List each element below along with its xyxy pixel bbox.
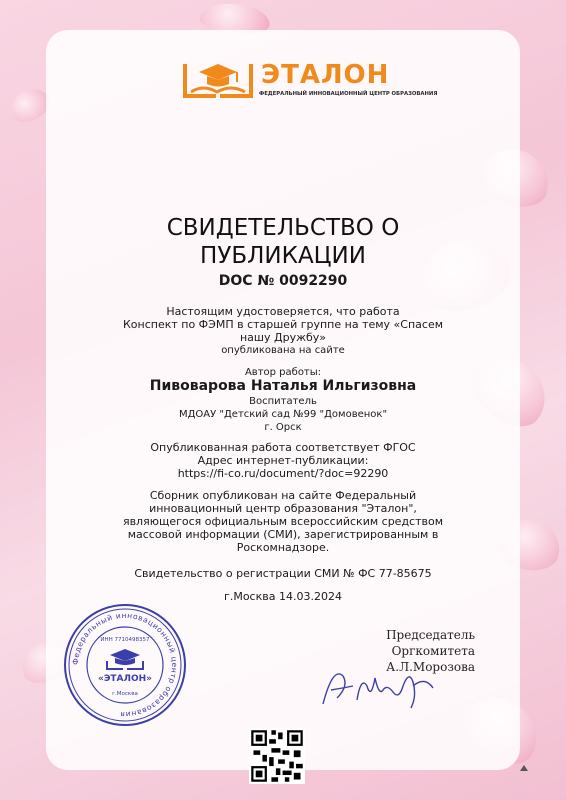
certificate-title-line1: СВИДЕТЕЛЬСТВО О xyxy=(166,215,400,241)
graduation-cap-book-icon xyxy=(181,54,255,104)
author-city: г. Орск xyxy=(264,422,302,433)
corner-arrow-icon xyxy=(520,765,528,771)
publication-url[interactable]: https://fi-co.ru/document/?doc=92290 xyxy=(177,467,389,480)
logo-name: ЭТАЛОН xyxy=(261,60,390,90)
organization-stamp-icon xyxy=(63,603,187,727)
certify-text: Настоящим удостоверяется, что работа xyxy=(166,305,400,318)
work-title-line2: нашу Дружбу» xyxy=(239,331,327,344)
collection-line3: являющегося официальным всероссийским средством xyxy=(122,515,444,528)
place-date: г.Москва 14.03.2024 xyxy=(224,590,342,603)
work-title-line1: Конспект по ФЭМП в старшей группе на тему «Спасем xyxy=(122,318,444,331)
handwritten-signature xyxy=(313,656,443,716)
logo-subtitle: ФЕДЕРАЛЬНЫЙ ИННОВАЦИОННЫЙ ЦЕНТР ОБРАЗОВАНИЯ xyxy=(259,91,438,97)
collection-line4: массовой информации (СМИ), зарегистрированным в xyxy=(127,528,439,541)
stamp-center-text: «ЭТАЛОН» xyxy=(98,674,152,684)
signature-role: Председатель Оргкомитета xyxy=(386,628,475,658)
certificate-title-line2: ПУБЛИКАЦИИ xyxy=(200,243,366,269)
author-organization: МДОАУ "Детский сад №99 "Домовенок" xyxy=(178,409,388,420)
stamp-city: г.Москва xyxy=(112,691,138,697)
author-name: Пивоварова Наталья Ильгизовна xyxy=(149,378,417,394)
signature-name: А.Л.Морозова xyxy=(386,660,475,674)
stamp-ring-text: Федеральный инновационный центр образования xyxy=(70,610,180,720)
url-label: Адрес интернет-публикации: xyxy=(197,454,369,467)
collection-line5: Роскомнадзоре. xyxy=(236,541,330,554)
author-label: Автор работы: xyxy=(244,367,322,378)
fgos-text: Опубликованная работа соответствует ФГОС xyxy=(150,441,416,454)
collection-line2: инновационный центр образования "Эталон", xyxy=(149,502,417,515)
etalon-logo xyxy=(181,54,438,106)
certificate-number: DOC № 0092290 xyxy=(218,273,348,289)
qr-code-icon[interactable] xyxy=(249,728,305,784)
author-position: Воспитатель xyxy=(249,396,317,407)
published-on-site: опубликована на сайте xyxy=(221,345,345,356)
registration-number: Свидетельство о регистрации СМИ № ФС 77-85675 xyxy=(134,567,432,580)
collection-line1: Сборник опубликован на сайте Федеральный xyxy=(149,489,417,502)
stamp-inn: ИНН 7710498357 xyxy=(100,637,150,643)
